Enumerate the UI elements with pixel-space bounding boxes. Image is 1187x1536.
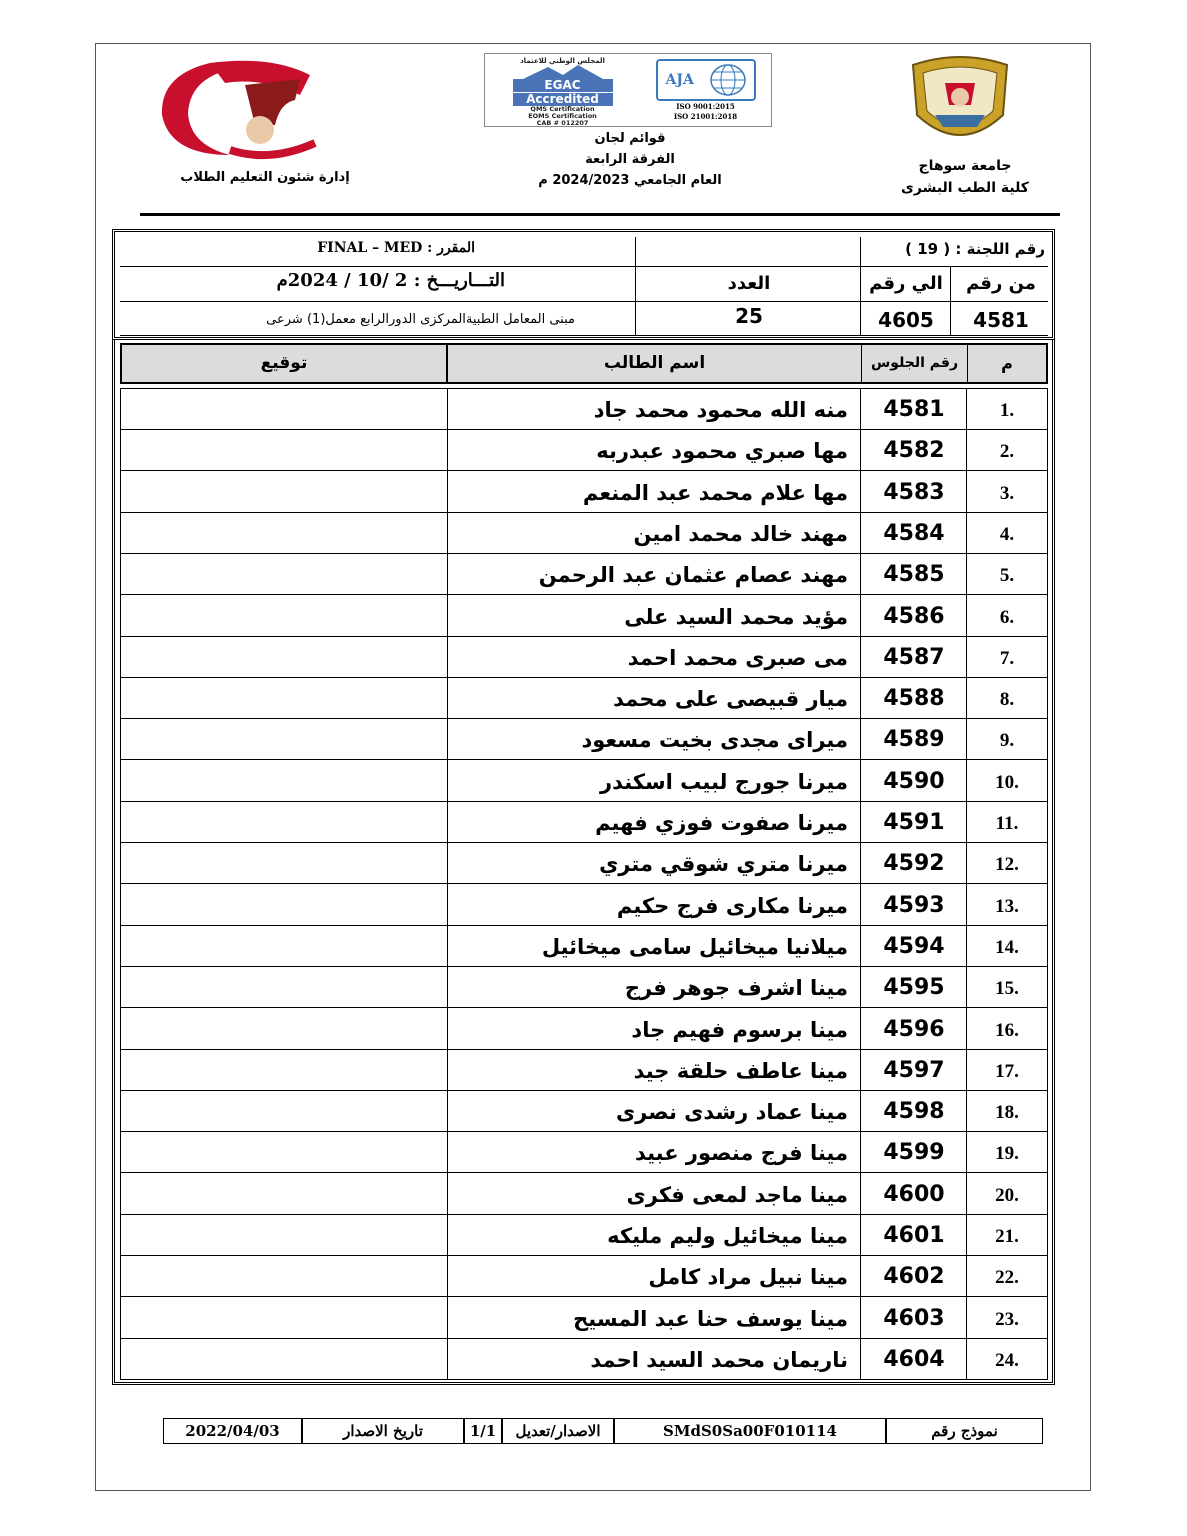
seat-number: 4589 [883, 727, 945, 753]
university-name: جامعة سوهاج [918, 158, 1012, 174]
row-number: 2. [999, 441, 1015, 463]
th-seat: رقم الجلوس [870, 355, 959, 371]
seat-number: 4599 [883, 1140, 945, 1166]
aja-logo [656, 59, 756, 101]
course [265, 240, 475, 256]
table-row [121, 967, 1047, 1008]
row-number: 6. [999, 606, 1015, 628]
info-vline-3 [950, 266, 951, 335]
signature-cell [121, 389, 447, 430]
from-value: 4581 [973, 308, 1029, 332]
seat-number: 4591 [883, 810, 945, 835]
aja-name: AJA [665, 72, 694, 88]
signature-cell [121, 926, 447, 967]
student-name: مينا فرج منصور عبيد [634, 1141, 848, 1166]
student-name: مينا ميخائيل وليم مليكه [607, 1224, 848, 1248]
info-hline-1 [120, 266, 1048, 267]
row-number: 10. [995, 771, 1019, 793]
student-name: مينا برسوم فهيم جاد [631, 1017, 848, 1042]
table-row [121, 1298, 1047, 1339]
seat-number: 4597 [883, 1057, 945, 1083]
student-name: ميرنا جورج لبيب اسكندر [600, 769, 848, 794]
certification-box [484, 53, 772, 127]
student-name: مهند عصام عثمان عبد الرحمن [538, 563, 848, 588]
seat-number: 4596 [883, 1016, 945, 1042]
student-rows [120, 388, 1048, 1380]
seat-number: 4584 [883, 520, 945, 546]
form-value: SMdS0Sa00F010114 [663, 1422, 837, 1440]
table-row [121, 926, 1047, 967]
course-value: FINAL – MED [317, 240, 423, 256]
table-row [121, 637, 1047, 678]
egac-badge [485, 54, 640, 126]
egac-cab: CAB # 012207 [536, 119, 589, 127]
university-emblem-logo [905, 55, 1015, 150]
signature-cell [121, 843, 447, 884]
signature-cell [121, 1215, 447, 1256]
table-row [121, 513, 1047, 554]
row-number: 15. [995, 978, 1019, 1000]
committee-value: ( 19 ) [905, 240, 951, 258]
table-row [121, 1132, 1047, 1173]
signature-cell [121, 885, 447, 926]
exam-location: مبنى المعامل الطبيةالمركزى الدورالرابع معمل(1) شرعى [266, 312, 575, 327]
table-row [121, 554, 1047, 595]
date-value: 2 /10 / 2024م [276, 270, 408, 291]
row-number: 4. [999, 523, 1015, 545]
row-number: 3. [999, 482, 1015, 504]
table-row [121, 843, 1047, 884]
signature-cell [121, 678, 447, 719]
table-row [121, 802, 1047, 843]
signature-cell [121, 554, 447, 595]
student-name: ميرنا صفوت فوزي فهيم [595, 811, 848, 835]
row-number: 14. [995, 936, 1019, 958]
table-row [121, 761, 1047, 802]
signature-cell [121, 472, 447, 513]
aja-badge [640, 54, 771, 126]
student-name: ميلانيا ميخائيل سامى ميخائيل [541, 934, 848, 959]
seat-number: 4583 [883, 479, 945, 505]
signature-cell [121, 1009, 447, 1050]
committee-number [865, 240, 1045, 258]
signature-cell [121, 1091, 447, 1132]
signature-cell [121, 1298, 447, 1339]
faculty-logo [150, 55, 325, 165]
table-row [121, 719, 1047, 760]
student-name: مينا اشرف جوهر فرج [624, 976, 848, 1001]
table-row [121, 1215, 1047, 1256]
seat-number: 4603 [883, 1305, 945, 1331]
mountain-icon [518, 65, 608, 79]
seat-number: 4581 [883, 397, 945, 422]
signature-cell [121, 1132, 447, 1173]
info-vline-2 [860, 237, 861, 335]
table-row [121, 678, 1047, 719]
table-row [121, 1339, 1047, 1380]
signature-cell [121, 761, 447, 802]
university-heading [890, 155, 1040, 199]
student-name: ميرنا متري شوقي متري [599, 852, 848, 877]
th-name: اسم الطالب [603, 353, 706, 373]
title-line1: قوائم لجان [594, 131, 666, 146]
egac-eoms: EOMS Certification [528, 112, 597, 120]
seat-number: 4600 [883, 1181, 945, 1207]
seat-number: 4590 [883, 768, 945, 794]
footer-sep-1 [885, 1419, 887, 1443]
info-vline-1 [635, 237, 636, 335]
table-row [121, 430, 1047, 471]
seat-number: 4594 [883, 933, 945, 959]
student-name: مينا يوسف حنا عبد المسيح [573, 1306, 848, 1331]
department-name: إدارة شئون التعليم الطلاب [180, 170, 350, 185]
footer-sep-4 [463, 1419, 465, 1443]
to-label: الي رقم [869, 273, 943, 294]
seat-number: 4587 [883, 644, 945, 670]
row-number: 17. [995, 1060, 1019, 1082]
table-header [120, 343, 1048, 384]
row-number: 12. [995, 854, 1019, 876]
info-hline-3 [120, 335, 1048, 336]
student-name: مها علام محمد عبد المنعم [582, 480, 848, 505]
row-number: 24. [995, 1349, 1019, 1371]
signature-cell [121, 967, 447, 1008]
row-number: 11. [995, 813, 1019, 834]
signature-cell [121, 802, 447, 843]
seat-number: 4604 [883, 1346, 945, 1372]
date-label: التـــاريـــخ : [413, 270, 505, 291]
version-value: 1/1 [469, 1422, 497, 1440]
committee-info [112, 229, 1055, 340]
signature-cell [121, 513, 447, 554]
signature-cell [121, 637, 447, 678]
table-row [121, 885, 1047, 926]
committee-label: رقم اللجنة : [955, 240, 1045, 258]
document-title [500, 128, 760, 191]
student-name: ميار قبيصى على محمد [613, 687, 848, 712]
row-number: 19. [995, 1143, 1019, 1165]
egac-qms: QMS Certification [530, 105, 595, 113]
student-name: ميرنا مكارى فرج حكيم [616, 893, 848, 918]
table-row [121, 1009, 1047, 1050]
seat-number: 4588 [883, 686, 945, 712]
row-number: 8. [999, 689, 1015, 711]
student-name: مينا عماد رشدى نصرى [615, 1100, 848, 1125]
th-sign: توقيع [260, 353, 308, 373]
count-label: العدد [727, 273, 771, 294]
student-name: مؤيد محمد السيد على [624, 604, 848, 629]
title-line2: الفرقة الرابعة [585, 152, 675, 167]
exam-date [215, 270, 505, 291]
student-name: مهند خالد محمد امين [633, 521, 848, 546]
course-label: المقرر : [427, 240, 475, 256]
seat-number: 4598 [883, 1099, 945, 1125]
table-row [121, 389, 1047, 430]
from-label: من رقم [966, 273, 1036, 294]
row-number: 9. [999, 730, 1015, 752]
seat-number: 4582 [883, 438, 945, 464]
version-label: الاصدار/تعديل [515, 1422, 601, 1440]
footer-sep-5 [301, 1419, 303, 1443]
egac-name: EGAC [513, 79, 613, 92]
table-row [121, 596, 1047, 637]
student-name: منه الله محمود محمد جاد [593, 398, 848, 422]
row-number: 5. [999, 565, 1015, 587]
table-row [121, 1174, 1047, 1215]
row-number: 7. [999, 647, 1015, 669]
row-number: 13. [995, 895, 1019, 917]
student-name: مينا ماجد لمعى فكرى [626, 1182, 848, 1207]
egac-arabic: المجلس الوطني للاعتماد [520, 57, 605, 65]
to-value: 4605 [878, 308, 934, 332]
seat-number: 4592 [883, 851, 945, 877]
table-row [121, 472, 1047, 513]
header-divider [140, 213, 1060, 216]
seat-number: 4602 [883, 1264, 945, 1290]
form-footer [163, 1418, 1043, 1444]
student-name: مينا نبيل مراد كامل [648, 1265, 848, 1290]
seat-number: 4586 [883, 603, 945, 629]
student-name: مى صبرى محمد احمد [627, 645, 848, 670]
table-row [121, 1050, 1047, 1091]
issue-label: تاريخ الاصدار [343, 1422, 423, 1440]
signature-cell [121, 596, 447, 637]
signature-cell [121, 430, 447, 471]
globe-icon [708, 63, 748, 97]
student-name: مينا عاطف حلقة جيد [633, 1058, 848, 1083]
row-number: 1. [999, 400, 1015, 421]
aja-iso2: ISO 21001:2018 [673, 112, 738, 121]
form-label: نموذج رقم [931, 1422, 998, 1440]
seat-number: 4585 [883, 562, 945, 588]
row-number: 23. [995, 1308, 1019, 1330]
row-number: 22. [995, 1267, 1019, 1289]
th-num: م [1001, 354, 1013, 373]
title-line3: العام الجامعي 2024/2023 م [538, 173, 722, 188]
row-number: 20. [995, 1184, 1019, 1206]
signature-cell [121, 719, 447, 760]
count-value: 25 [735, 304, 763, 328]
seat-number: 4595 [883, 975, 945, 1001]
egac-accredited: Accredited [513, 93, 613, 106]
seat-number: 4601 [883, 1223, 945, 1248]
student-name: ناريمان محمد السيد احمد [590, 1347, 848, 1372]
aja-iso1: ISO 9001:2015 [676, 102, 735, 111]
issue-value: 2022/04/03 [185, 1422, 280, 1440]
info-hline-2 [120, 301, 1048, 302]
student-name: مها صبري محمود عبدربه [596, 439, 848, 464]
signature-cell [121, 1174, 447, 1215]
footer-sep-2 [613, 1419, 615, 1443]
row-number: 18. [995, 1102, 1019, 1124]
table-row [121, 1091, 1047, 1132]
student-name: ميراى مجدى بخيت مسعود [581, 728, 848, 753]
signature-cell [121, 1339, 447, 1380]
seat-number: 4593 [883, 892, 945, 918]
table-row [121, 1256, 1047, 1297]
signature-cell [121, 1050, 447, 1091]
footer-sep-3 [501, 1419, 503, 1443]
row-number: 21. [995, 1226, 1019, 1247]
row-number: 16. [995, 1019, 1019, 1041]
signature-cell [121, 1256, 447, 1297]
faculty-name: كلية الطب البشرى [901, 180, 1029, 196]
